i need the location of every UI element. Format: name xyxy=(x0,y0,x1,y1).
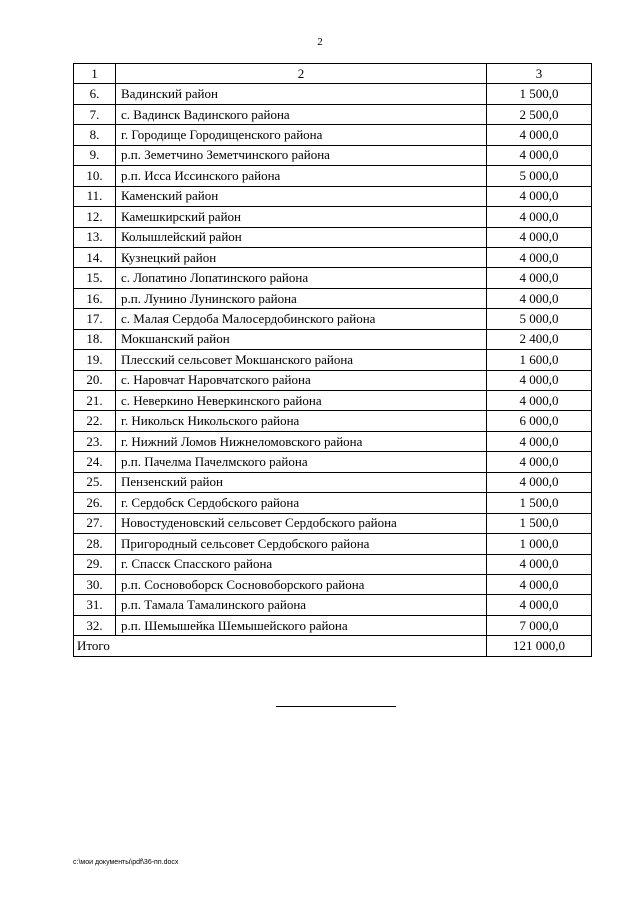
table-header-row xyxy=(74,64,592,84)
table-row xyxy=(74,452,592,472)
row-number-cell: 30. xyxy=(74,574,116,594)
row-name-cell: р.п. Исса Иссинского района xyxy=(116,166,487,186)
table-row xyxy=(74,329,592,349)
row-amount-cell: 7 000,0 xyxy=(487,615,592,635)
table-row xyxy=(74,391,592,411)
row-number-cell: 7. xyxy=(74,104,116,124)
table-row xyxy=(74,309,592,329)
row-name-cell: Каменский район xyxy=(116,186,487,206)
row-name-cell: г. Никольск Никольского района xyxy=(116,411,487,431)
row-name-cell: Мокшанский район xyxy=(116,329,487,349)
row-name-cell: Кузнецкий район xyxy=(116,247,487,267)
row-amount-cell: 1 500,0 xyxy=(487,513,592,533)
row-amount-cell: 1 600,0 xyxy=(487,350,592,370)
table-row xyxy=(74,207,592,227)
total-amount-cell: 121 000,0 xyxy=(487,636,592,656)
row-number-cell: 18. xyxy=(74,329,116,349)
row-name-cell: Вадинский район xyxy=(116,84,487,104)
row-number-cell: 14. xyxy=(74,247,116,267)
table-row xyxy=(74,534,592,554)
row-amount-cell: 4 000,0 xyxy=(487,227,592,247)
row-number-cell: 29. xyxy=(74,554,116,574)
row-name-cell: с. Неверкино Неверкинского района xyxy=(116,391,487,411)
row-number-cell: 21. xyxy=(74,391,116,411)
total-label-cell: Итого xyxy=(74,636,487,656)
table-total-row xyxy=(74,636,592,656)
row-name-cell: г. Сердобск Сердобского района xyxy=(116,493,487,513)
table-row xyxy=(74,493,592,513)
row-name-cell: Пензенский район xyxy=(116,472,487,492)
table-row xyxy=(74,595,592,615)
row-amount-cell: 1 500,0 xyxy=(487,493,592,513)
table-row xyxy=(74,104,592,124)
table-row xyxy=(74,268,592,288)
row-name-cell: р.п. Тамала Тамалинского района xyxy=(116,595,487,615)
table-row xyxy=(74,513,592,533)
header-cell-2: 2 xyxy=(116,64,487,84)
row-number-cell: 25. xyxy=(74,472,116,492)
row-amount-cell: 5 000,0 xyxy=(487,166,592,186)
row-number-cell: 27. xyxy=(74,513,116,533)
row-amount-cell: 5 000,0 xyxy=(487,309,592,329)
table-row xyxy=(74,247,592,267)
row-number-cell: 11. xyxy=(74,186,116,206)
table-row xyxy=(74,166,592,186)
table-row xyxy=(74,288,592,308)
header-cell-1: 1 xyxy=(74,64,116,84)
row-amount-cell: 4 000,0 xyxy=(487,554,592,574)
row-amount-cell: 2 400,0 xyxy=(487,329,592,349)
row-number-cell: 12. xyxy=(74,207,116,227)
row-number-cell: 13. xyxy=(74,227,116,247)
row-amount-cell: 4 000,0 xyxy=(487,391,592,411)
row-amount-cell: 4 000,0 xyxy=(487,574,592,594)
row-amount-cell: 2 500,0 xyxy=(487,104,592,124)
row-name-cell: с. Малая Сердоба Малосердобинского района xyxy=(116,309,487,329)
table-row xyxy=(74,574,592,594)
row-number-cell: 20. xyxy=(74,370,116,390)
table-row xyxy=(74,472,592,492)
row-amount-cell: 4 000,0 xyxy=(487,595,592,615)
row-amount-cell: 4 000,0 xyxy=(487,268,592,288)
row-amount-cell: 4 000,0 xyxy=(487,472,592,492)
row-name-cell: р.п. Шемышейка Шемышейского района xyxy=(116,615,487,635)
row-amount-cell: 1 500,0 xyxy=(487,84,592,104)
row-amount-cell: 6 000,0 xyxy=(487,411,592,431)
row-amount-cell: 4 000,0 xyxy=(487,145,592,165)
row-amount-cell: 4 000,0 xyxy=(487,431,592,451)
row-name-cell: с. Лопатино Лопатинского района xyxy=(116,268,487,288)
row-number-cell: 26. xyxy=(74,493,116,513)
row-number-cell: 28. xyxy=(74,534,116,554)
row-name-cell: Пригородный сельсовет Сердобского района xyxy=(116,534,487,554)
row-name-cell: г. Спасск Спасского района xyxy=(116,554,487,574)
row-name-cell: г. Нижний Ломов Нижнеломовского района xyxy=(116,431,487,451)
table-row xyxy=(74,370,592,390)
row-number-cell: 6. xyxy=(74,84,116,104)
row-number-cell: 17. xyxy=(74,309,116,329)
row-amount-cell: 4 000,0 xyxy=(487,207,592,227)
table-row xyxy=(74,125,592,145)
row-name-cell: Новостуденовский сельсовет Сердобского района xyxy=(116,513,487,533)
row-name-cell: р.п. Земетчино Земетчинского района xyxy=(116,145,487,165)
row-name-cell: Плесский сельсовет Мокшанского района xyxy=(116,350,487,370)
row-name-cell: Камешкирский район xyxy=(116,207,487,227)
row-number-cell: 32. xyxy=(74,615,116,635)
table-row xyxy=(74,411,592,431)
table-row xyxy=(74,350,592,370)
row-name-cell: р.п. Лунино Лунинского района xyxy=(116,288,487,308)
row-number-cell: 22. xyxy=(74,411,116,431)
table-row xyxy=(74,431,592,451)
row-amount-cell: 4 000,0 xyxy=(487,452,592,472)
row-number-cell: 10. xyxy=(74,166,116,186)
row-amount-cell: 4 000,0 xyxy=(487,288,592,308)
row-number-cell: 16. xyxy=(74,288,116,308)
table-row xyxy=(74,84,592,104)
row-amount-cell: 4 000,0 xyxy=(487,247,592,267)
footer-file-path: c:\мои документы\pdf\36-пп.docx xyxy=(73,859,179,866)
table-row xyxy=(74,554,592,574)
table-body xyxy=(74,64,592,657)
row-amount-cell: 1 000,0 xyxy=(487,534,592,554)
header-cell-3: 3 xyxy=(487,64,592,84)
row-name-cell: р.п. Сосновоборск Сосновоборского района xyxy=(116,574,487,594)
end-divider-line xyxy=(276,706,396,707)
row-number-cell: 8. xyxy=(74,125,116,145)
row-number-cell: 31. xyxy=(74,595,116,615)
row-number-cell: 19. xyxy=(74,350,116,370)
row-number-cell: 24. xyxy=(74,452,116,472)
row-name-cell: р.п. Пачелма Пачелмского района xyxy=(116,452,487,472)
row-amount-cell: 4 000,0 xyxy=(487,186,592,206)
row-name-cell: Колышлейский район xyxy=(116,227,487,247)
row-name-cell: г. Городище Городищенского района xyxy=(116,125,487,145)
row-amount-cell: 4 000,0 xyxy=(487,125,592,145)
table-row xyxy=(74,615,592,635)
row-number-cell: 9. xyxy=(74,145,116,165)
row-number-cell: 15. xyxy=(74,268,116,288)
row-name-cell: с. Вадинск Вадинского района xyxy=(116,104,487,124)
table-row xyxy=(74,186,592,206)
page-number: 2 xyxy=(317,36,323,48)
table-row xyxy=(74,227,592,247)
row-number-cell: 23. xyxy=(74,431,116,451)
allocation-table xyxy=(73,63,592,657)
table-row xyxy=(74,145,592,165)
row-amount-cell: 4 000,0 xyxy=(487,370,592,390)
row-name-cell: с. Наровчат Наровчатского района xyxy=(116,370,487,390)
